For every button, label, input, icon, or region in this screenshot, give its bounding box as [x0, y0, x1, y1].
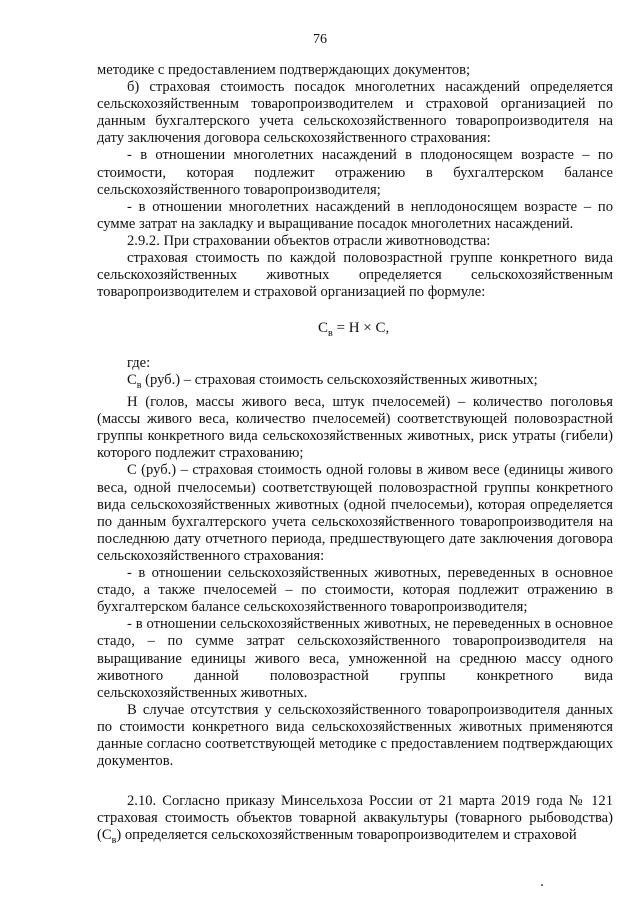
paragraph-method-continuation: методике с предоставлением подтверждающих документов; [97, 62, 471, 78]
list-item-main-herd: - в отношении сельскохозяйственных животных, переведенных в основное стадо, а также пчелосемей – по стоимости, которая подлежит отражению в бухгалтерском балансе сельскохозяйственного товаропроизводителя; [97, 565, 613, 616]
definition-c: С (руб.) – страховая стоимость одной головы в живом весе (единицы живого веса, одной пчелосемьи) соответствующей половозрастной группы конкретного вида сельскохозяйственных животных (одной пчелосемьи), которая определяется по данным бухгалтерского учета сельскохозяйственного товаропроизводителя на последнюю дату отчетного периода, предшествующего дате заключения договора сельскохозяйственного страхования: [97, 462, 613, 564]
formula-lhs-subscript: в [328, 328, 333, 339]
section-definitions [97, 355, 613, 770]
list-item-nonfruiting-age: - в отношении многолетних насаждений в неплодоносящем возрасте – по сумме затрат на закладку и выращивание посадок многолетних насаждений. [97, 198, 613, 232]
definition-ca-text: (руб.) – страховая стоимость сельскохозяйственных животных; [141, 372, 538, 389]
scan-speck [541, 884, 543, 886]
definition-ca [97, 372, 613, 394]
paragraph-2-10 [97, 793, 613, 849]
definition-ca-subscript: в [136, 380, 142, 391]
paragraph-2-10-subscript: в [111, 835, 117, 847]
page-number: 76 [313, 32, 327, 47]
definition-n: Н (голов, массы живого веса, штук пчелосемей) – количество поголовья (массы живого веса, количество пчелосемей) соответствующей половозрастной группы конкретного вида сельскохозяйственных животных, риск утраты (гибели) которого подлежит страхованию; [97, 394, 613, 462]
formula-lhs: С [318, 320, 329, 336]
definition-ca-symbol: С [127, 372, 137, 389]
paragraph-2-10-start: 2.10. Согласно приказу Минсельхоза России от 21 марта 2019 года № 121 страховая стоимость объектов товарной аквакультуры (товарного рыбоводства) (С [97, 793, 613, 844]
formula-rhs: = Н × С, [332, 320, 390, 336]
list-item-fruiting-age: - в отношении многолетних насаждений в плодоносящем возрасте – по стоимости, которая подлежит отражению в бухгалтерском балансе сельскохозяйственного товаропроизводителя; [97, 147, 613, 198]
paragraph-2-10-end: ) определяется сельскохозяйственным товаропроизводителем и страховой [116, 827, 577, 844]
section-perennial-plantings [97, 62, 613, 301]
list-item-not-main-herd: - в отношении сельскохозяйственных животных, не переведенных в основное стадо, – по сумме затрат сельскохозяйственного товаропроизводителя на выращивание единицы живого веса, умноженной на среднюю массу одного животного данной половозрастной группы конкретного вида сельскохозяйственных животных. [97, 616, 613, 701]
paragraph-livestock-value: страховая стоимость по каждой половозрастной группе конкретного вида сельскохозяйственных животных определяется сельскохозяйственным товаропроизводителем и страховой организацией по формуле: [97, 250, 613, 301]
paragraph-b-plantings: б) страховая стоимость посадок многолетних насаждений определяется сельскохозяйственным товаропроизводителем и страховой организацией по данным бухгалтерского учета сельскохозяйственного товаропроизводителя на дату заключения договора сельскохозяйственного страхования: [97, 79, 613, 147]
paragraph-absence-of-data: В случае отсутствия у сельскохозяйственного товаропроизводителя данных по стоимости конкретного вида сельскохозяйственных животных применяются данные согласно соответствующей методике с предоставлением подтверждающих документов. [97, 701, 613, 770]
paragraph-2-9-2-heading: 2.9.2. При страховании объектов отрасли животноводства: [127, 232, 491, 249]
where-label: где: [127, 355, 151, 371]
section-2-10-aquaculture [97, 793, 613, 849]
